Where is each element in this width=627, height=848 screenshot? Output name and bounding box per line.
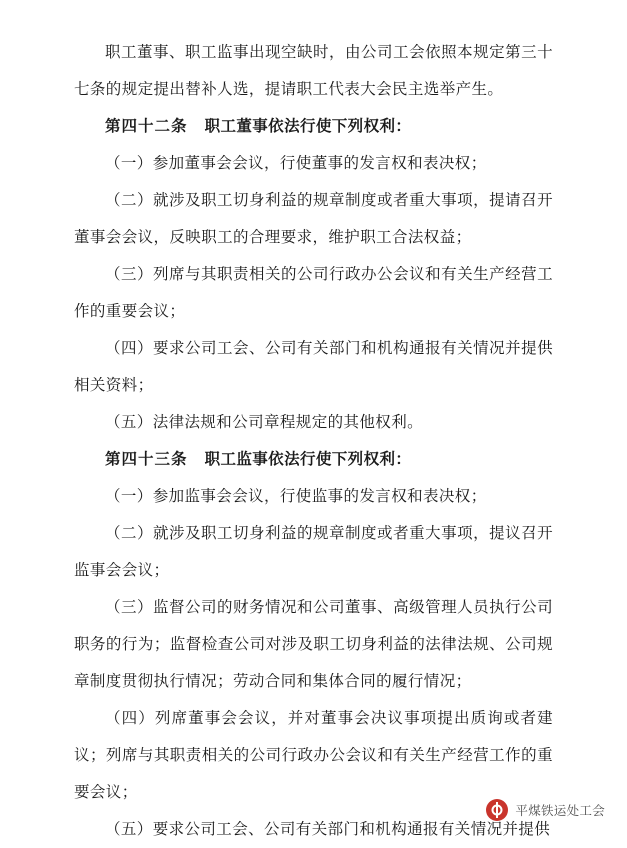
footer-brand[interactable] bbox=[486, 799, 605, 821]
wechat-official-account-icon bbox=[486, 799, 508, 821]
paragraph: （一）参加监事会会议，行使监事的发言权和表决权； bbox=[105, 488, 487, 505]
paragraph: （二）就涉及职工切身利益的规章制度或者重大事项，提请召开董事会会议，反映职工的合理要求，维护职工合法权益； bbox=[74, 192, 553, 246]
paragraph: 职工董事、职工监事出现空缺时，由公司工会依照本规定第三十七条的规定提出替补人选，提请职工代表大会民主选举产生。 bbox=[74, 44, 553, 98]
paragraph: （三）监督公司的财务情况和公司董事、高级管理人员执行公司职务的行为；监督检查公司对涉及职工切身利益的法律法规、公司规章制度贯彻执行情况；劳动合同和集体合同的履行情况； bbox=[74, 599, 553, 690]
article-title: 职工董事依法行使下列权利： bbox=[204, 118, 412, 135]
paragraph: （三）列席与其职责相关的公司行政办公会议和有关生产经营工作的重要会议； bbox=[74, 266, 553, 320]
paragraph: （二）就涉及职工切身利益的规章制度或者重大事项，提议召开监事会会议； bbox=[74, 525, 553, 579]
paragraph: （四）列席董事会会议，并对董事会决议事项提出质询或者建议；列席与其职责相关的公司行政办公会议和有关生产经营工作的重要会议； bbox=[74, 710, 553, 801]
article-number: 第四十三条 bbox=[105, 451, 188, 468]
paragraph: （五）法律法规和公司章程规定的其他权利。 bbox=[105, 414, 424, 431]
article-number: 第四十二条 bbox=[105, 118, 188, 135]
paragraph: （五）要求公司工会、公司有关部门和机构通报有关情况并提供 bbox=[105, 821, 551, 838]
brand-name-label: 平煤铁运处工会 bbox=[515, 804, 605, 818]
article-title: 职工监事依法行使下列权利： bbox=[204, 451, 412, 468]
paragraph: （四）要求公司工会、公司有关部门和机构通报有关情况并提供相关资料； bbox=[74, 340, 553, 394]
article-heading bbox=[74, 108, 553, 145]
article-heading bbox=[74, 441, 553, 478]
document-body bbox=[74, 34, 553, 848]
paragraph: （一）参加董事会会议，行使董事的发言权和表决权； bbox=[105, 155, 487, 172]
